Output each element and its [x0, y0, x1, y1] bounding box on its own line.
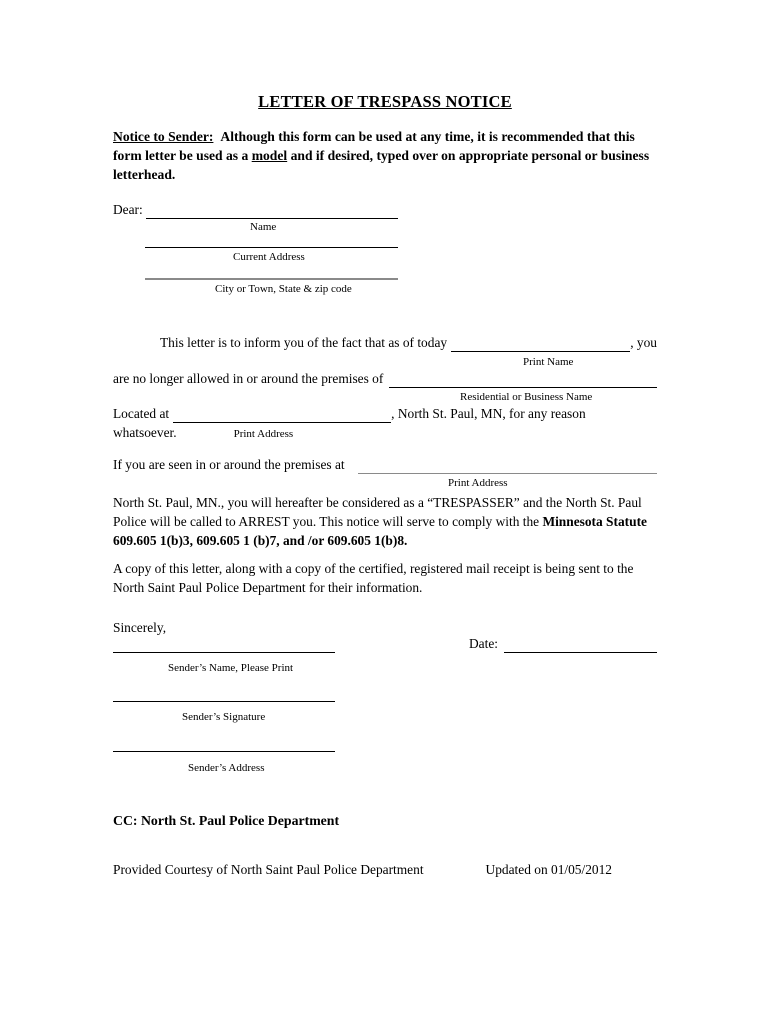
notice-text-after: and if desired, typed over on appropriate personal or business letterhead. — [113, 148, 650, 182]
seen-premises-text: If you are seen in or around the premises at — [113, 457, 345, 472]
city-state-zip-caption: City or Town, State & zip code — [215, 283, 352, 295]
statute-text-normal: North St. Paul, MN., you will hereafter be considered as a “TRESPASSER” and the North St. Paul Police will be called to ARREST you. This notice will serve to comply with the — [113, 495, 642, 529]
sender-address-blank[interactable] — [113, 751, 335, 752]
sincerely-text: Sincerely, — [113, 620, 167, 635]
current-address-blank[interactable] — [145, 247, 398, 248]
located-at-tail: , North St. Paul, MN, for any reason — [391, 406, 586, 421]
signature-date-row — [113, 637, 657, 653]
footer-right: Updated on 01/05/2012 — [485, 862, 612, 877]
sender-name-blank[interactable] — [113, 652, 335, 653]
located-address-blank[interactable] — [173, 404, 391, 423]
seen-premises-blank[interactable] — [358, 455, 657, 474]
statute-paragraph — [113, 493, 657, 550]
recipient-name-blank[interactable] — [146, 200, 398, 219]
notice-label: Notice to Sender: — [113, 129, 214, 144]
whatsoever-line — [113, 423, 657, 442]
dear-label: Dear: — [113, 202, 143, 217]
footer-left: Provided Courtesy of North Saint Paul Police Department — [113, 862, 424, 877]
premises-name-blank[interactable] — [389, 369, 657, 388]
notice-text-before: Although this form can be used at any time, it is recommended that this form letter be used as a — [113, 129, 635, 163]
today-date-blank[interactable] — [451, 333, 630, 352]
inform-text: This letter is to inform you of the fact that as of today — [160, 335, 448, 350]
dear-row — [113, 200, 657, 219]
located-at-line — [113, 404, 657, 423]
whatsoever-text: whatsoever. — [113, 425, 177, 440]
date-blank[interactable] — [504, 634, 657, 653]
sender-address-caption: Sender’s Address — [188, 762, 265, 774]
copy-paragraph: A copy of this letter, along with a copy of the certified, registered mail receipt is being sent to the North Saint Paul Police Department for their information. — [113, 561, 634, 595]
premises-of-line — [113, 369, 657, 388]
name-caption: Name — [250, 221, 277, 233]
footer-row — [113, 860, 657, 879]
current-address-caption: Current Address — [233, 251, 305, 263]
notice-paragraph — [113, 127, 657, 184]
print-name-caption: Print Name — [523, 356, 574, 368]
date-label: Date: — [469, 636, 498, 651]
sender-signature-caption: Sender’s Signature — [182, 711, 266, 723]
inform-line — [113, 333, 657, 352]
statute-text-bold: Minnesota Statute 609.605 1(b)3, 609.605 1 (b)7, and /or 609.605 1(b)8. — [113, 514, 647, 548]
print-address-caption-2: Print Address — [448, 477, 508, 489]
sender-signature-blank[interactable] — [113, 701, 335, 702]
located-at-text: Located at — [113, 406, 170, 421]
residential-caption: Residential or Business Name — [460, 391, 593, 403]
print-address-caption-1: Print Address — [233, 428, 294, 440]
inform-tail: , you — [630, 335, 657, 350]
notice-model-word: model — [251, 148, 288, 163]
seen-premises-line — [113, 455, 657, 474]
date-group — [469, 634, 657, 653]
premises-of-text: are no longer allowed in or around the premises of — [113, 371, 384, 386]
city-state-zip-blank[interactable] — [145, 278, 398, 280]
page-title: LETTER OF TRESPASS NOTICE — [258, 92, 512, 111]
cc-line: CC: North St. Paul Police Department — [113, 813, 340, 828]
sender-name-caption: Sender’s Name, Please Print — [168, 662, 294, 674]
